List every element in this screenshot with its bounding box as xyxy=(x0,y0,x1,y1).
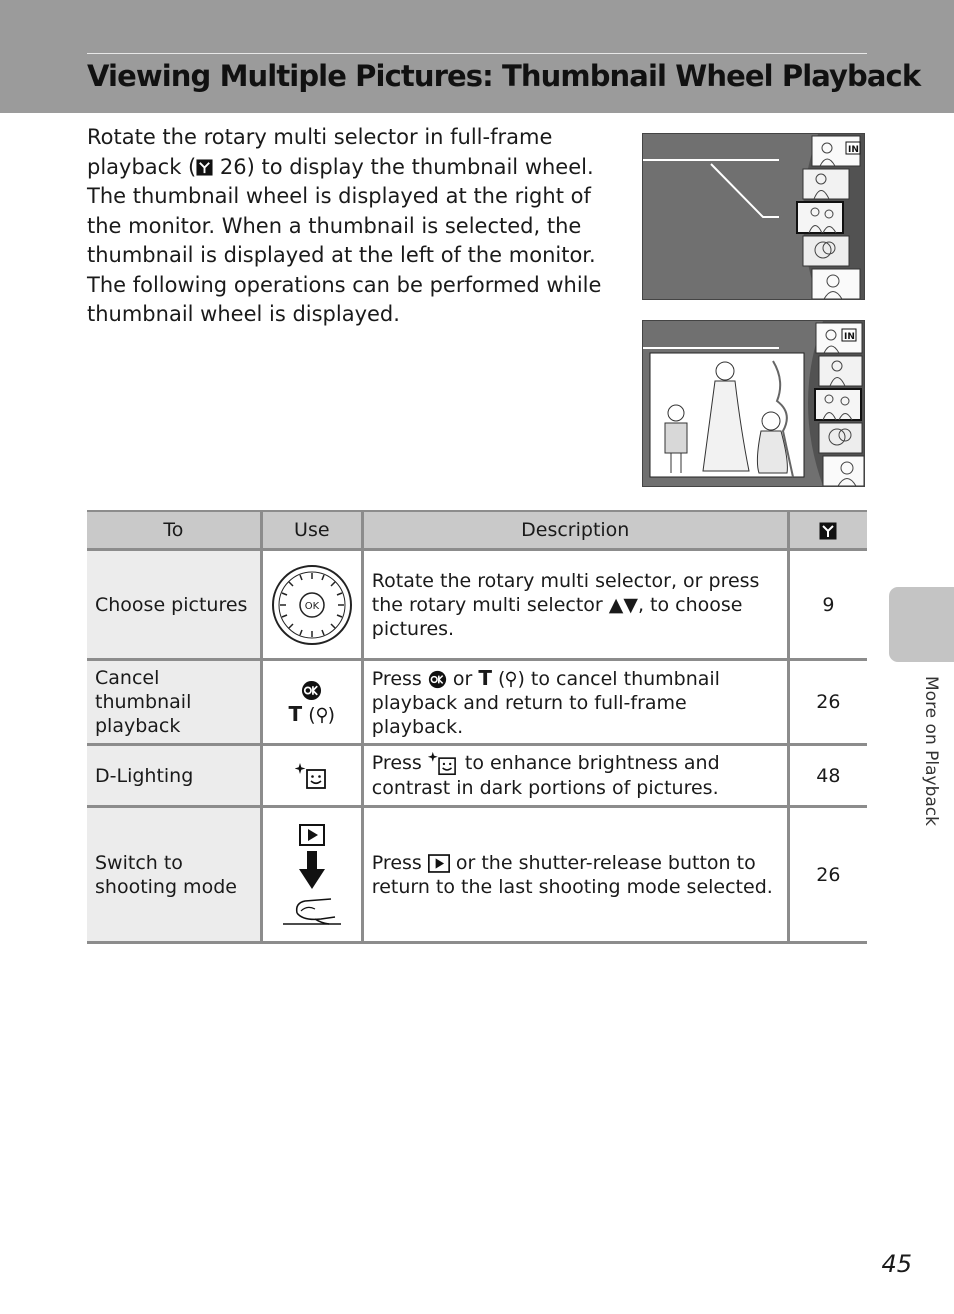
header-rule xyxy=(87,53,867,54)
tele-zoom-t-icon: T xyxy=(478,665,493,690)
reference-book-icon xyxy=(196,159,213,176)
ok-button-icon xyxy=(301,680,322,701)
ok-button-icon xyxy=(428,670,447,689)
row-control xyxy=(261,807,362,943)
playback-button-icon xyxy=(299,824,325,846)
header-band xyxy=(0,0,954,113)
operations-table xyxy=(87,510,867,944)
svg-text:OK: OK xyxy=(304,600,320,612)
row-page-reference: 48 xyxy=(788,745,867,807)
svg-text:IN: IN xyxy=(848,145,859,155)
row-action-label: D-Lighting xyxy=(87,745,261,807)
column-header-description: Description xyxy=(362,511,788,550)
svg-text:IN: IN xyxy=(844,332,855,342)
row-description: Press or the shutter-release button to return to the last shooting mode selected. xyxy=(362,807,788,943)
d-lighting-icon xyxy=(428,751,459,776)
row-action-label: Choose pictures xyxy=(87,550,261,660)
table-row-choose-pictures xyxy=(87,550,867,660)
row-action-label: Switch to shooting mode xyxy=(87,807,261,943)
table-header-row xyxy=(87,511,867,550)
zoom-magnify-icon xyxy=(316,707,328,724)
row-page-reference: 26 xyxy=(788,807,867,943)
reference-book-icon xyxy=(819,522,837,540)
table-row-d-lighting xyxy=(87,745,867,807)
table-row-cancel-thumbnail-playback xyxy=(87,660,867,745)
section-side-label: More on Playback xyxy=(921,676,941,826)
down-arrow-icon xyxy=(299,851,325,889)
row-description: Rotate the rotary multi selector, or press the rotary multi selector ▲▼, to choose pictures. xyxy=(362,550,788,660)
row-description: Press or T ( ) to cancel thumbnail playback and return to full-frame playback. xyxy=(362,660,788,745)
row-page-reference: 9 xyxy=(788,550,867,660)
row-control xyxy=(261,550,362,660)
tele-zoom-t-icon: T xyxy=(288,701,303,726)
playback-button-icon xyxy=(428,854,450,873)
row-control: T ( ) xyxy=(261,660,362,745)
column-header-page xyxy=(788,511,867,550)
d-lighting-icon xyxy=(295,762,329,790)
zoom-magnify-icon xyxy=(505,671,517,688)
page-title: Viewing Multiple Pictures: Thumbnail Wheel Playback xyxy=(87,59,921,93)
column-header-to: To xyxy=(87,511,261,550)
shutter-release-press-icon xyxy=(281,893,343,927)
row-action-label: Cancel thumbnail playback xyxy=(87,660,261,745)
page-number: 45 xyxy=(881,1250,912,1278)
row-page-reference: 26 xyxy=(788,660,867,745)
row-description: Press to enhance brightness and contrast in dark portions of pictures. xyxy=(362,745,788,807)
monitor-illustration-wheel xyxy=(642,133,865,300)
section-side-tab xyxy=(889,587,954,662)
intro-paragraph: Rotate the rotary multi selector in full-frame playback ( 26) to display the thumbnail wheel. The thumbnail wheel is displayed at the right of the monitor. When a thumbnail is selected, the thumbnail is displayed at the left of the monitor. The following operations can be performed while thumbnail wheel is displayed. xyxy=(87,125,602,326)
monitor-illustration-selected xyxy=(642,320,865,487)
table-row-switch-to-shooting-mode xyxy=(87,807,867,943)
selected-picture-preview xyxy=(650,353,804,477)
rotary-multi-selector-icon xyxy=(271,564,353,646)
row-control xyxy=(261,745,362,807)
column-header-use: Use xyxy=(261,511,362,550)
